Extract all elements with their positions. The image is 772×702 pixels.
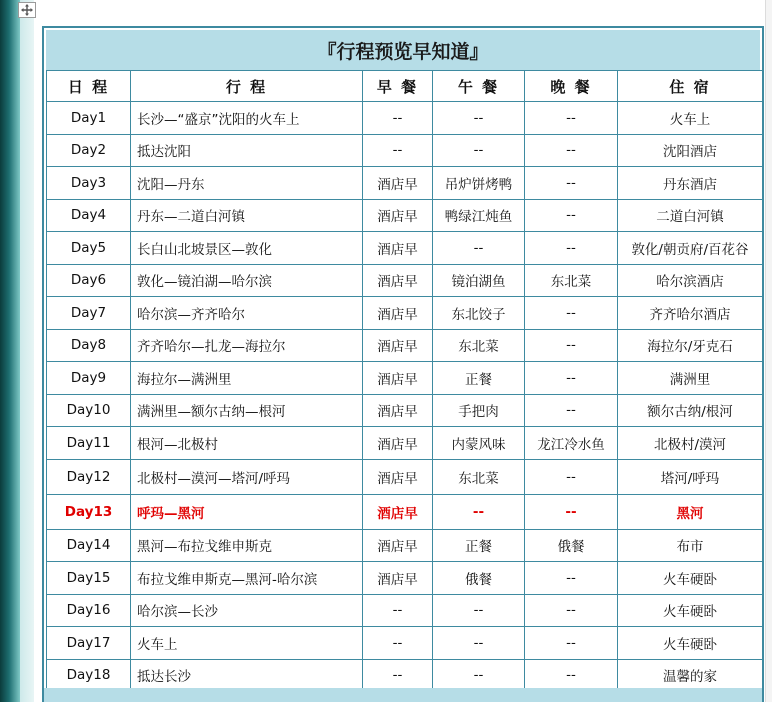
right-scroll-edge	[765, 0, 772, 702]
cell-lodging: 额尔古纳/根河	[618, 394, 763, 427]
cell-breakfast: 酒店早	[363, 264, 433, 297]
cell-breakfast: 酒店早	[363, 529, 433, 562]
cell-day: Day14	[47, 529, 131, 562]
cell-lodging: 温馨的家	[618, 659, 763, 692]
cell-dinner: --	[525, 362, 618, 395]
header-lodging: 住 宿	[618, 71, 763, 102]
cell-lunch: 镜泊湖鱼	[433, 264, 525, 297]
header-route: 行 程	[131, 71, 363, 102]
cell-route: 海拉尔—满洲里	[131, 362, 363, 395]
table-row	[47, 264, 763, 297]
table-row	[47, 199, 763, 232]
cell-lunch: 手把肉	[433, 394, 525, 427]
cell-day: Day9	[47, 362, 131, 395]
cell-route: 哈尔滨—齐齐哈尔	[131, 297, 363, 330]
cell-lunch: 正餐	[433, 529, 525, 562]
cell-lodging: 齐齐哈尔酒店	[618, 297, 763, 330]
table-row	[47, 427, 763, 460]
cell-breakfast: --	[363, 627, 433, 660]
cell-dinner: 东北菜	[525, 264, 618, 297]
table-row	[47, 494, 763, 529]
cell-lunch: --	[433, 659, 525, 692]
cell-dinner: --	[525, 102, 618, 135]
cell-day: Day10	[47, 394, 131, 427]
cell-route: 抵达沈阳	[131, 134, 363, 167]
cell-lunch: --	[433, 134, 525, 167]
cell-route: 北极村—漠河—塔河/呼玛	[131, 459, 363, 494]
cell-day: Day15	[47, 562, 131, 595]
left-decorative-strip	[0, 0, 20, 702]
cell-route: 满洲里—额尔古纳—根河	[131, 394, 363, 427]
cell-day: Day17	[47, 627, 131, 660]
table-row	[47, 134, 763, 167]
cell-breakfast: 酒店早	[363, 427, 433, 460]
table-footer-bar	[42, 688, 764, 702]
cell-breakfast: 酒店早	[363, 562, 433, 595]
cell-dinner: --	[525, 329, 618, 362]
table-row	[47, 232, 763, 265]
table-row	[47, 102, 763, 135]
cell-dinner: 龙江冷水鱼	[525, 427, 618, 460]
cell-route: 丹东—二道白河镇	[131, 199, 363, 232]
cell-breakfast: 酒店早	[363, 167, 433, 200]
cell-lodging: 满洲里	[618, 362, 763, 395]
cell-breakfast: 酒店早	[363, 329, 433, 362]
cell-route: 长沙—“盛京”沈阳的火车上	[131, 102, 363, 135]
cell-dinner: --	[525, 297, 618, 330]
cell-lunch: 吊炉饼烤鸭	[433, 167, 525, 200]
cell-breakfast: 酒店早	[363, 297, 433, 330]
cell-day: Day3	[47, 167, 131, 200]
cell-dinner: --	[525, 232, 618, 265]
cell-lunch: --	[433, 594, 525, 627]
cell-route: 抵达长沙	[131, 659, 363, 692]
left-decorative-strip-light	[20, 0, 34, 702]
itinerary-frame	[42, 26, 764, 702]
cell-dinner: --	[525, 199, 618, 232]
header-dinner: 晚 餐	[525, 71, 618, 102]
cell-lunch: 东北菜	[433, 329, 525, 362]
cell-route: 布拉戈维申斯克—黑河-哈尔滨	[131, 562, 363, 595]
cell-lunch: --	[433, 102, 525, 135]
four-way-move-icon[interactable]	[18, 2, 36, 18]
itinerary-table	[46, 70, 763, 692]
cell-lodging: 火车硬卧	[618, 594, 763, 627]
cell-breakfast: 酒店早	[363, 199, 433, 232]
cell-dinner: --	[525, 494, 618, 529]
table-row	[47, 329, 763, 362]
cell-lunch: 东北菜	[433, 459, 525, 494]
cell-lodging: 布市	[618, 529, 763, 562]
cell-dinner: --	[525, 594, 618, 627]
cell-lodging: 丹东酒店	[618, 167, 763, 200]
cell-day: Day11	[47, 427, 131, 460]
cell-lunch: --	[433, 627, 525, 660]
cell-lodging: 火车硬卧	[618, 562, 763, 595]
table-row	[47, 659, 763, 692]
table-row	[47, 594, 763, 627]
cell-breakfast: --	[363, 134, 433, 167]
cell-breakfast: --	[363, 659, 433, 692]
cell-day: Day18	[47, 659, 131, 692]
cell-dinner: --	[525, 134, 618, 167]
table-row	[47, 394, 763, 427]
cell-lodging: 敦化/朝贡府/百花谷	[618, 232, 763, 265]
table-row	[47, 362, 763, 395]
cell-route: 根河—北极村	[131, 427, 363, 460]
cell-day: Day5	[47, 232, 131, 265]
cell-route: 齐齐哈尔—扎龙—海拉尔	[131, 329, 363, 362]
cell-lodging: 海拉尔/牙克石	[618, 329, 763, 362]
cell-lodging: 火车硬卧	[618, 627, 763, 660]
cell-lunch: 正餐	[433, 362, 525, 395]
table-row	[47, 627, 763, 660]
cell-lodging: 哈尔滨酒店	[618, 264, 763, 297]
cell-lunch: 鸭绿江炖鱼	[433, 199, 525, 232]
table-row	[47, 297, 763, 330]
itinerary-body	[47, 102, 763, 692]
cell-day: Day13	[47, 494, 131, 529]
cell-lodging: 二道白河镇	[618, 199, 763, 232]
table-row	[47, 167, 763, 200]
cell-lunch: --	[433, 494, 525, 529]
cell-lunch: 内蒙风味	[433, 427, 525, 460]
cell-route: 沈阳—丹东	[131, 167, 363, 200]
header-breakfast: 早 餐	[363, 71, 433, 102]
header-day: 日 程	[47, 71, 131, 102]
cell-dinner: --	[525, 459, 618, 494]
cell-route: 长白山北坡景区—敦化	[131, 232, 363, 265]
cell-breakfast: 酒店早	[363, 394, 433, 427]
cell-lodging: 火车上	[618, 102, 763, 135]
cell-day: Day1	[47, 102, 131, 135]
cell-dinner: 俄餐	[525, 529, 618, 562]
cell-dinner: --	[525, 627, 618, 660]
cell-day: Day12	[47, 459, 131, 494]
table-header-row	[47, 71, 763, 102]
table-row	[47, 529, 763, 562]
cell-day: Day2	[47, 134, 131, 167]
cell-dinner: --	[525, 659, 618, 692]
cell-route: 呼玛—黑河	[131, 494, 363, 529]
cell-breakfast: --	[363, 594, 433, 627]
cell-breakfast: 酒店早	[363, 494, 433, 529]
itinerary-title: 『行程预览早知道』	[46, 30, 760, 70]
cell-route: 哈尔滨—长沙	[131, 594, 363, 627]
cell-day: Day6	[47, 264, 131, 297]
cell-lunch: 东北饺子	[433, 297, 525, 330]
header-lunch: 午 餐	[433, 71, 525, 102]
cell-lodging: 沈阳酒店	[618, 134, 763, 167]
cell-route: 火车上	[131, 627, 363, 660]
cell-breakfast: 酒店早	[363, 362, 433, 395]
cell-route: 敦化—镜泊湖—哈尔滨	[131, 264, 363, 297]
table-row	[47, 562, 763, 595]
cell-dinner: --	[525, 394, 618, 427]
table-row	[47, 459, 763, 494]
cell-day: Day16	[47, 594, 131, 627]
cell-breakfast: 酒店早	[363, 232, 433, 265]
cell-lodging: 塔河/呼玛	[618, 459, 763, 494]
cell-lodging: 黑河	[618, 494, 763, 529]
cell-breakfast: --	[363, 102, 433, 135]
cell-dinner: --	[525, 167, 618, 200]
cell-dinner: --	[525, 562, 618, 595]
cell-day: Day4	[47, 199, 131, 232]
cell-lunch: --	[433, 232, 525, 265]
cell-day: Day8	[47, 329, 131, 362]
cell-route: 黑河—布拉戈维申斯克	[131, 529, 363, 562]
cell-day: Day7	[47, 297, 131, 330]
cell-lunch: 俄餐	[433, 562, 525, 595]
cell-breakfast: 酒店早	[363, 459, 433, 494]
cell-lodging: 北极村/漠河	[618, 427, 763, 460]
